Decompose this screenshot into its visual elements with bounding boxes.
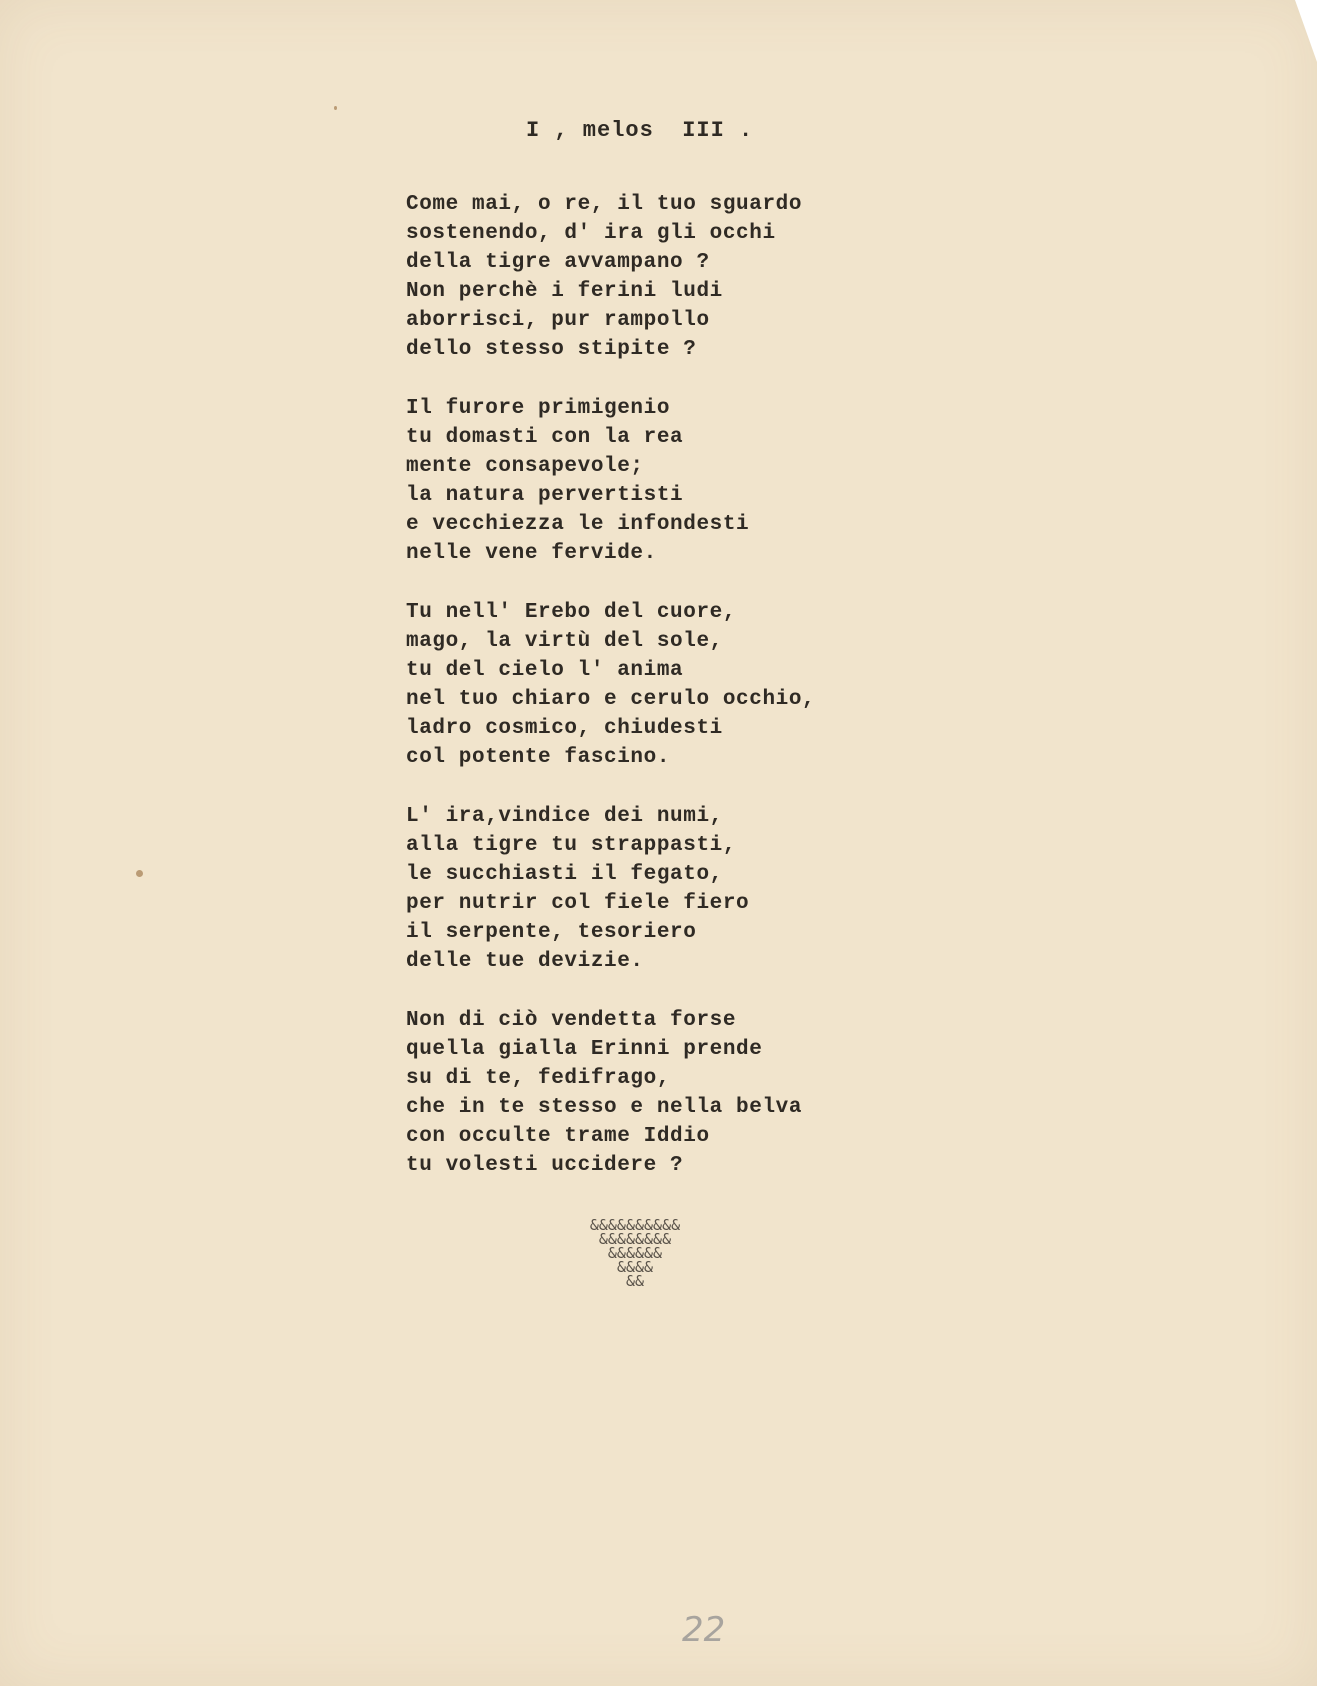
poem-stanza — [406, 394, 926, 568]
poem-line: dello stesso stipite ? — [406, 338, 697, 361]
poem-body — [406, 190, 926, 1210]
poem-stanza — [406, 190, 926, 364]
poem-line: tu del cielo l' anima — [406, 659, 684, 682]
poem-line: e vecchiezza le infondesti — [406, 513, 750, 536]
poem-line: la natura pervertisti — [406, 484, 684, 507]
poem-stanza — [406, 802, 926, 976]
poem-line: Non di ciò vendetta forse — [406, 1009, 737, 1032]
poem-line: Come mai, o re, il tuo sguardo — [406, 193, 803, 216]
poem-line: mente consapevole; — [406, 455, 644, 478]
poem-line: per nutrir col fiele fiero — [406, 892, 750, 915]
ink-spot — [334, 106, 337, 110]
poem-stanza — [406, 598, 926, 772]
poem-line: Non perchè i ferini ludi — [406, 280, 723, 303]
poem-line: ladro cosmico, chiudesti — [406, 717, 723, 740]
poem-line: mago, la virtù del sole, — [406, 630, 723, 653]
poem-line: con occulte trame Iddio — [406, 1125, 710, 1148]
poem-line: sostenendo, d' ira gli occhi — [406, 222, 776, 245]
poem-line: che in te stesso e nella belva — [406, 1096, 803, 1119]
ink-spot — [136, 870, 143, 877]
poem-line: su di te, fedifrago, — [406, 1067, 671, 1090]
poem-line: il serpente, tesoriero — [406, 921, 697, 944]
typed-ornament: &&&&&&&&&& &&&&&&&& &&&&&& &&&& && — [589, 1216, 681, 1290]
poem-line: della tigre avvampano ? — [406, 251, 710, 274]
torn-corner — [1295, 0, 1317, 62]
poem-line: nel tuo chiaro e cerulo occhio, — [406, 688, 816, 711]
poem-line: alla tigre tu strappasti, — [406, 834, 737, 857]
poem-title: I , melos III . — [526, 118, 754, 143]
poem-line: le succhiasti il fegato, — [406, 863, 723, 886]
poem-line: tu domasti con la rea — [406, 426, 684, 449]
poem-line: col potente fascino. — [406, 746, 671, 769]
poem-stanza — [406, 1006, 926, 1180]
page-number: 22 — [682, 1610, 726, 1650]
poem-line: delle tue devizie. — [406, 950, 644, 973]
poem-line: Tu nell' Erebo del cuore, — [406, 601, 737, 624]
poem-line: quella gialla Erinni prende — [406, 1038, 763, 1061]
poem-line: tu volesti uccidere ? — [406, 1154, 684, 1177]
poem-line: Il furore primigenio — [406, 397, 671, 420]
poem-line: nelle vene fervide. — [406, 542, 657, 565]
poem-line: aborrisci, pur rampollo — [406, 309, 710, 332]
poem-line: L' ira,vindice dei numi, — [406, 805, 723, 828]
